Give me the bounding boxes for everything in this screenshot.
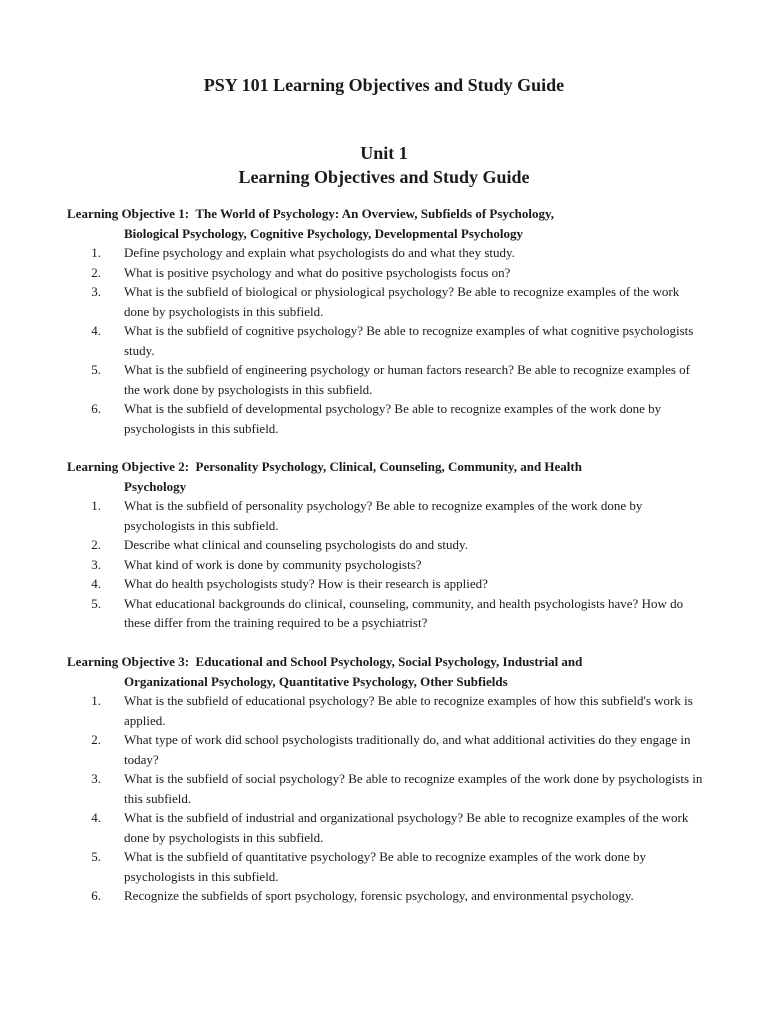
objective-label: Learning Objective 3: <box>67 654 190 669</box>
document-title: PSY 101 Learning Objectives and Study Guide <box>203 75 565 95</box>
objective-heading <box>67 204 707 243</box>
list-item <box>67 769 707 808</box>
question-list <box>67 496 707 633</box>
item-number: 6 . <box>89 886 101 906</box>
objective-heading <box>67 457 707 496</box>
list-item <box>67 847 707 886</box>
item-text: What educational backgrounds do clinical, counseling, community, and health psychologists have? How do these differ from the training required to be a psychiatrist? <box>124 595 684 630</box>
item-number: 2 . <box>89 263 101 283</box>
list-item <box>67 555 707 575</box>
item-text: Recognize the subfields of sport psychology, forensic psychology, and environmental psychology. <box>124 888 634 903</box>
list-item <box>67 360 707 399</box>
item-text: What kind of work is done by community psychologists? <box>124 556 422 572</box>
item-text: What is the subfield of biological or physiological psychology? Be able to recognize examples of the work done by psychologists in this subfield. <box>124 284 680 319</box>
item-number: 4 . <box>89 574 101 594</box>
item-number: 4 . <box>89 321 101 341</box>
item-text: What is the subfield of personality psychology? Be able to recognize examples of the work done by psychologists in this subfield. <box>124 498 643 533</box>
item-text: What is the subfield of industrial and organizational psychology? Be able to recognize examples of the work done by psychologists in this subfield. <box>124 810 689 845</box>
item-number: 5 . <box>89 594 101 614</box>
item-text: What is the subfield of engineering psychology or human factors research? Be able to recognize examples of the work done by psychologists in this subfield. <box>124 362 691 397</box>
item-text: What do health psychologists study? How is their research is applied? <box>124 576 488 591</box>
unit-number: Unit 1 <box>360 143 408 163</box>
item-number: 3 . <box>89 769 101 789</box>
item-number: 3 . <box>89 555 101 575</box>
question-list <box>67 691 707 906</box>
objective-heading <box>67 652 707 691</box>
list-item <box>67 282 707 321</box>
objective-label: Learning Objective 2: <box>67 459 190 474</box>
list-item <box>67 263 707 283</box>
list-item <box>67 496 707 535</box>
list-item <box>67 243 707 263</box>
item-number: 1 . <box>89 496 101 516</box>
item-text: What is the subfield of social psychology? Be able to recognize examples of the work done by psychologists in this subfield. <box>124 771 703 806</box>
objective-title-line1: Educational and School Psychology, Social Psychology, Industrial and <box>195 654 583 669</box>
item-number: 2 . <box>89 535 101 555</box>
objective-label: Learning Objective 1: <box>67 206 190 221</box>
objective-title-line2: Psychology <box>124 478 187 494</box>
item-text: What is the subfield of developmental psychology? Be able to recognize examples of the work done by psychologists in this subfield. <box>124 401 662 436</box>
list-item <box>67 535 707 555</box>
learning-objective-2 <box>67 457 707 633</box>
learning-objective-1 <box>67 204 707 438</box>
list-item <box>67 574 707 594</box>
objective-title-line2: Organizational Psychology, Quantitative Psychology, Other Subfields <box>124 673 508 689</box>
list-item <box>67 594 707 633</box>
item-text: What is the subfield of cognitive psychology? Be able to recognize examples of what cognitive psychologists study. <box>124 323 694 358</box>
question-list <box>67 243 707 438</box>
list-item <box>67 886 707 906</box>
item-text: What is the subfield of educational psychology? Be able to recognize examples of how this subfield's work is applied. <box>124 693 693 728</box>
item-text: What is positive psychology and what do positive psychologists focus on? <box>124 264 511 280</box>
item-text: Define psychology and explain what psychologists do and what they study. <box>124 245 515 260</box>
item-number: 2 . <box>89 730 101 750</box>
item-number: 3 . <box>89 282 101 302</box>
item-text: What is the subfield of quantitative psychology? Be able to recognize examples of the work done by psychologists in this subfield. <box>124 849 647 884</box>
item-number: 1 . <box>89 691 101 711</box>
list-item <box>67 691 707 730</box>
list-item <box>67 399 707 438</box>
objective-title-line1: The World of Psychology: An Overview, Subfields of Psychology, <box>195 206 555 221</box>
unit-subtitle: Learning Objectives and Study Guide <box>238 167 530 187</box>
list-item <box>67 808 707 847</box>
item-number: 1 . <box>89 243 101 263</box>
list-item <box>67 730 707 769</box>
learning-objective-3 <box>67 652 707 906</box>
item-number: 5 . <box>89 847 101 867</box>
item-number: 6 . <box>89 399 101 419</box>
item-number: 5 . <box>89 360 101 380</box>
objective-title-line2: Biological Psychology, Cognitive Psychology, Developmental Psychology <box>124 225 524 241</box>
unit-heading <box>0 141 768 189</box>
item-text: What type of work did school psychologists traditionally do, and what additional activities do they engage in today? <box>124 732 691 767</box>
item-number: 4 . <box>89 808 101 828</box>
list-item <box>67 321 707 360</box>
item-text: Describe what clinical and counseling psychologists do and study. <box>124 537 468 552</box>
objective-title-line1: Personality Psychology, Clinical, Counseling, Community, and Health <box>195 459 582 474</box>
